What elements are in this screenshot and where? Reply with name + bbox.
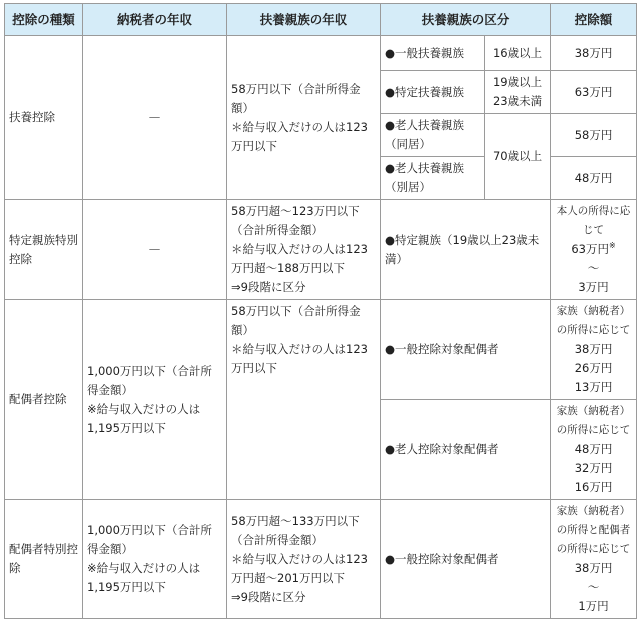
taxpayer-line: 1,000万円以下（合計所得金額）: [87, 523, 212, 556]
header-dependent-category: 扶養親族の区分: [381, 4, 551, 36]
income-line: ＊給与収入だけの人は123万円超～201万円以下: [231, 551, 368, 585]
amount-cell: 48万円: [551, 157, 637, 200]
header-taxpayer-income: 納税者の年収: [83, 4, 227, 36]
amount-value: 3万円: [578, 280, 609, 294]
income-line: ＊給与収入だけの人は123万円以下: [231, 342, 368, 375]
amount-cell: [551, 500, 637, 619]
type-tokutei: 特定親族特別控除: [5, 200, 83, 300]
taxpayer-line: ※給与収入だけの人は1,195万円以下: [87, 561, 201, 594]
amount-note: 家族（納税者）の所得に応じて: [556, 305, 631, 336]
amount-range-mark: ～: [587, 580, 600, 594]
category-cell: ●老人扶養親族（別居）: [381, 157, 485, 200]
taxpayer-income-fuyou: —: [83, 36, 227, 200]
amount-note: 家族（納税者）の所得と配偶者の所得に応じて: [556, 505, 631, 555]
type-haigu: 配偶者控除: [5, 300, 83, 500]
amount-cell: 38万円: [551, 36, 637, 71]
income-line: ＊給与収入だけの人は123万円超～188万円以下: [231, 242, 368, 275]
age-cell: 16歳以上: [485, 36, 551, 71]
amount-cell: 58万円: [551, 114, 637, 157]
age-cell: 19歳以上23歳未満: [485, 71, 551, 114]
taxpayer-income-haigu: [83, 300, 227, 500]
amount-cell: 63万円: [551, 71, 637, 114]
income-line: ＊給与収入だけの人は123万円以下: [231, 119, 368, 153]
amount-range-mark: ～: [587, 261, 600, 275]
type-fuyou: 扶養控除: [5, 36, 83, 200]
dependent-income-tokutei: [227, 200, 381, 300]
deduction-table: [4, 3, 637, 619]
amount-value: 38万円: [574, 342, 613, 356]
amount-value: 32万円: [574, 461, 613, 475]
amount-value: 16万円: [574, 480, 613, 494]
category-cell: ●一般扶養親族: [381, 36, 485, 71]
category-cell: ●一般控除対象配偶者: [381, 500, 551, 619]
table-row: [5, 36, 637, 71]
table-row: [5, 200, 637, 300]
income-line: 58万円以下（合計所得金額）: [231, 304, 361, 337]
amount-value: 1万円: [578, 599, 609, 613]
amount-value: 13万円: [574, 380, 613, 394]
amount-note: 本人の所得に応じて: [556, 205, 631, 236]
taxpayer-income-haigu-tokubetsu: [83, 500, 227, 619]
category-cell: ●特定親族（19歳以上23歳未満）: [381, 200, 551, 300]
taxpayer-income-tokutei: —: [83, 200, 227, 300]
income-line: 58万円超～133万円以下（合計所得金額）: [231, 513, 360, 547]
dependent-income-haigu: [227, 300, 381, 500]
age-cell: 70歳以上: [485, 114, 551, 200]
income-line: 58万円超～123万円以下（合計所得金額）: [231, 204, 360, 237]
amount-cell: [551, 400, 637, 500]
income-line: ⇒9段階に区分: [231, 280, 306, 294]
taxpayer-line: 1,000万円以下（合計所得金額）: [87, 363, 212, 397]
category-cell: ●老人控除対象配偶者: [381, 400, 551, 500]
amount-note: 家族（納税者）の所得に応じて: [556, 405, 631, 436]
amount-cell: [551, 200, 637, 300]
income-line: 58万円以下（合計所得金額）: [231, 81, 361, 115]
category-cell: ●一般控除対象配偶者: [381, 300, 551, 400]
dependent-income-fuyou: [227, 36, 381, 200]
header-dependent-income: 扶養親族の年収: [227, 4, 381, 36]
type-haigu-tokubetsu: 配偶者特別控除: [5, 500, 83, 619]
dependent-income-haigu-tokubetsu: [227, 500, 381, 619]
taxpayer-line: ※給与収入だけの人は1,195万円以下: [87, 401, 201, 435]
category-cell: ●特定扶養親族: [381, 71, 485, 114]
amount-value: 48万円: [574, 442, 613, 456]
table-row: [5, 300, 637, 400]
header-deduction-type: 控除の種類: [5, 4, 83, 36]
amount-value: 63万円: [571, 242, 609, 256]
header-row: [5, 4, 637, 36]
amount-cell: [551, 300, 637, 400]
income-line: ⇒9段階に区分: [231, 589, 306, 604]
table-row: [5, 500, 637, 619]
header-deduction-amount: 控除額: [551, 4, 637, 36]
amount-value: 38万円: [574, 561, 613, 575]
amount-value: 26万円: [574, 361, 613, 375]
category-cell: ●老人扶養親族（同居）: [381, 114, 485, 157]
footnote-mark: ※: [608, 241, 616, 251]
